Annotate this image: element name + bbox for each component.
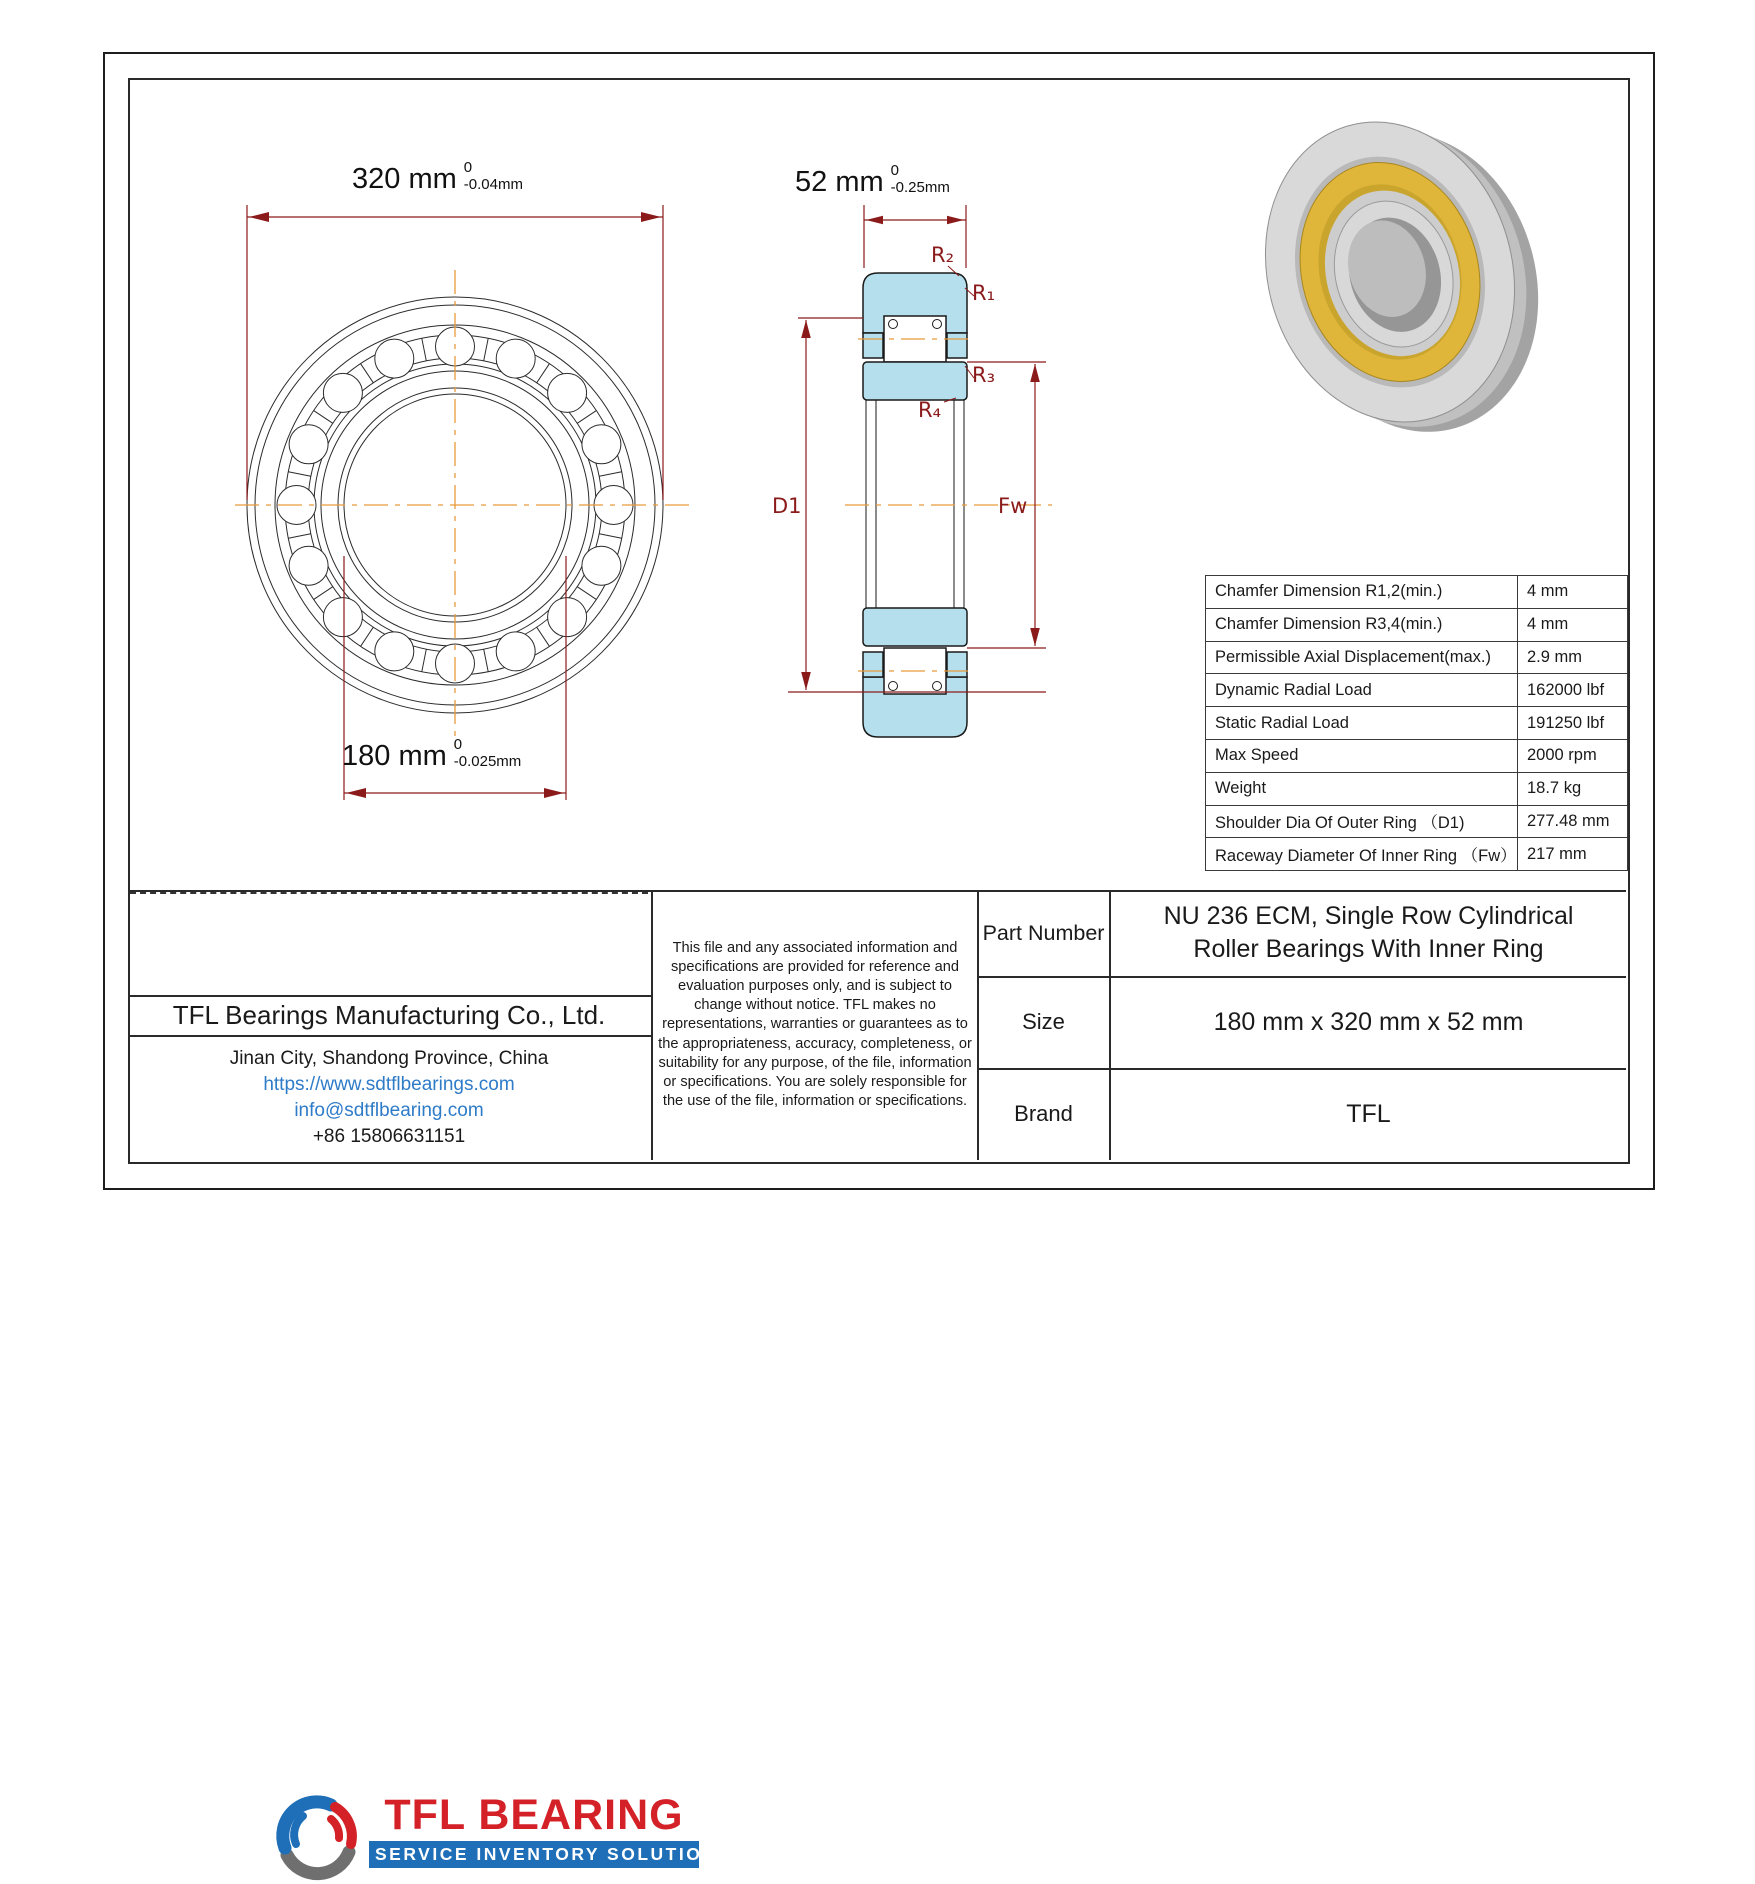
spec-table	[1205, 575, 1628, 871]
spec-value: 2.9 mm	[1518, 641, 1628, 674]
spec-row	[1206, 576, 1628, 609]
label-r4: R₄	[918, 398, 942, 422]
bearing-3d-render	[1231, 87, 1573, 467]
spec-label: Static Radial Load	[1206, 707, 1518, 740]
spec-row	[1206, 772, 1628, 805]
company-address: Jinan City, Shandong Province, China	[229, 1047, 549, 1069]
spec-label: Dynamic Radial Load	[1206, 674, 1518, 707]
spec-value: 18.7 kg	[1518, 772, 1628, 805]
spec-value: 4 mm	[1518, 576, 1628, 609]
dim-outer-tol-lower: -0.04mm	[463, 175, 523, 193]
dim-width-tol-upper: 0	[890, 162, 899, 179]
dim-width	[795, 163, 950, 197]
field-label-part-number: Part Number	[982, 920, 1105, 945]
spec-row	[1206, 707, 1628, 740]
dim-bore-value: 180 mm	[342, 740, 447, 772]
field-label-size: Size	[1022, 1009, 1065, 1034]
field-value-part-number: NU 236 ECM, Single Row Cylindrical Roller Bearings With Inner Ring	[1163, 902, 1574, 963]
company-phone: +86 15806631151	[312, 1125, 466, 1147]
label-d1: D1	[772, 494, 802, 518]
tfl-logo	[273, 1792, 765, 1884]
label-r2: R₂	[931, 243, 955, 267]
dim-bore-tol-upper: 0	[453, 736, 463, 753]
spec-value: 4 mm	[1518, 608, 1628, 641]
dim-outer-value: 320 mm	[352, 163, 457, 195]
company-email-link[interactable]: info@sdtflbearing.com	[294, 1099, 484, 1121]
spec-value: 277.48 mm	[1518, 805, 1628, 838]
spec-row	[1206, 805, 1628, 838]
spec-value: 191250 lbf	[1518, 707, 1628, 740]
label-fw: Fw	[998, 494, 1028, 518]
spec-label: Raceway Diameter Of Inner Ring （Fw）	[1206, 838, 1518, 871]
field-label-brand: Brand	[1014, 1101, 1073, 1126]
dim-width-tol-lower: -0.25mm	[890, 178, 950, 196]
spec-label: Shoulder Dia Of Outer Ring （D1)	[1206, 805, 1518, 838]
spec-row	[1206, 608, 1628, 641]
spec-row	[1206, 838, 1628, 871]
company-website-link[interactable]: https://www.sdtflbearings.com	[263, 1073, 515, 1095]
label-r1: R₁	[972, 281, 996, 305]
disclaimer-text: This file and any associated information and specifications are provided for reference and evaluation purposes only, and is subject to change without notice. TFL makes no representations, warranties or guarantees as to the appropriateness, accuracy, completeness, or suitability for any purpose, of the file, information or specifications. You are solely responsible for the use of the file, information or specifications.	[658, 939, 972, 1110]
spec-row	[1206, 739, 1628, 772]
dim-bore-diameter	[342, 737, 521, 771]
company-name: TFL Bearings Manufacturing Co., Ltd.	[172, 999, 606, 1030]
spec-row	[1206, 641, 1628, 674]
spec-row	[1206, 674, 1628, 707]
spec-value: 2000 rpm	[1518, 739, 1628, 772]
label-r3: R₃	[972, 363, 996, 387]
company-contact-block	[130, 1037, 648, 1158]
spec-value: 217 mm	[1518, 838, 1628, 871]
dim-width-value: 52 mm	[795, 166, 884, 198]
titleblock-divider-v2	[977, 890, 979, 1160]
spec-label: Weight	[1206, 772, 1518, 805]
spec-label: Chamfer Dimension R3,4(min.)	[1206, 608, 1518, 641]
dim-bore-tol-lower: -0.025mm	[453, 752, 522, 770]
titleblock-divider-v1	[651, 890, 653, 1160]
field-value-brand: TFL	[1346, 1099, 1391, 1128]
spec-label: Permissible Axial Displacement(max.)	[1206, 641, 1518, 674]
field-value-size: 180 mm x 320 mm x 52 mm	[1213, 1007, 1524, 1036]
logo-brand-text: TFL BEARING	[384, 1791, 684, 1839]
tfl-logo-mark	[273, 1792, 363, 1884]
dim-outer-diameter	[352, 160, 523, 194]
logo-tagline-text: SERVICE INVENTORY SOLUTIONS	[369, 1841, 699, 1868]
spec-value: 162000 lbf	[1518, 674, 1628, 707]
dim-outer-tol-upper: 0	[463, 159, 473, 176]
spec-label: Chamfer Dimension R1,2(min.)	[1206, 576, 1518, 609]
spec-label: Max Speed	[1206, 739, 1518, 772]
